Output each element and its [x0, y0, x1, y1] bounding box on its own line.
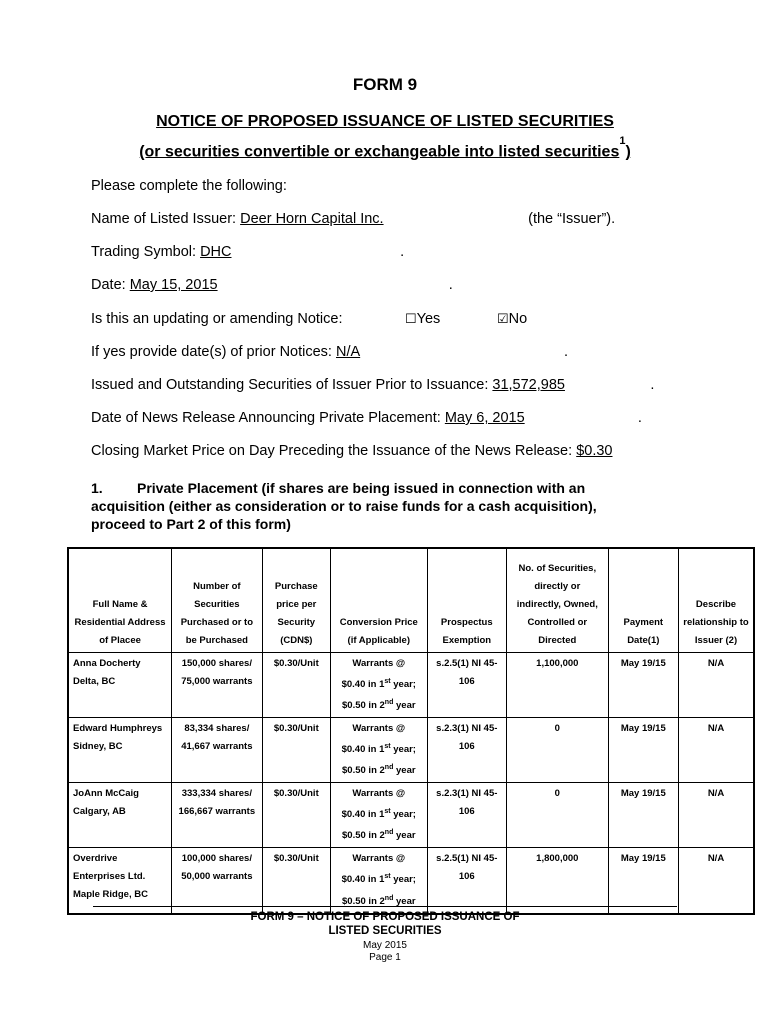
securities-cell: 150,000 shares/ 75,000 warrants [172, 652, 263, 717]
relationship-cell: N/A [679, 652, 755, 717]
placee-cell [68, 717, 172, 782]
securities-cell: 333,334 shares/ 166,667 warrants [172, 783, 263, 848]
yes-option[interactable] [405, 311, 440, 327]
price-cell: $0.30/Unit [262, 652, 330, 717]
conversion-year2: $0.50 in 2nd year [342, 894, 416, 907]
placee-location: Sidney, BC [73, 740, 123, 752]
placee-location: Maple Ridge, BC [73, 889, 148, 901]
section-heading [91, 479, 651, 533]
placee-cell [68, 652, 172, 717]
page-title: NOTICE OF PROPOSED ISSUANCE OF LISTED SECURITIES [156, 113, 614, 130]
owned-cell: 0 [507, 783, 609, 848]
closing-field [91, 443, 648, 459]
table-row [68, 848, 754, 914]
price-cell: $0.30/Unit [262, 848, 330, 914]
conversion-year2: $0.50 in 2nd year [342, 829, 416, 842]
conversion-warrants: Warrants @ [352, 853, 406, 865]
footer-page: Page 1 [369, 952, 401, 963]
payment-cell: May 19/15 [608, 848, 678, 914]
table-row [68, 717, 754, 782]
owned-cell: 1,100,000 [507, 652, 609, 717]
conversion-year1: $0.40 in 1st year; [341, 677, 416, 690]
section-number: 1. [91, 480, 103, 496]
outstanding-label: Issued and Outstanding Securities of Issuer Prior to Issuance: [91, 377, 489, 393]
footer-divider [93, 906, 677, 907]
news-value[interactable]: May 6, 2015 [444, 410, 525, 426]
conversion-year1: $0.40 in 1st year; [341, 808, 416, 821]
exemption-cell: s.2.5(1) NI 45-106 [427, 848, 506, 914]
securities-cell: 100,000 shares/ 50,000 warrants [172, 848, 263, 914]
payment-cell: May 19/15 [608, 652, 678, 717]
header-full-name: Full Name & Residential Address of Placee [68, 548, 172, 652]
outstanding-value[interactable]: 31,572,985 [492, 377, 565, 393]
news-label: Date of News Release Announcing Private Placement: [91, 410, 441, 426]
footer-title-1: FORM 9 – NOTICE OF PROPOSED ISSUANCE OF [250, 911, 520, 923]
conversion-year2: $0.50 in 2nd year [342, 763, 416, 777]
header-payment-date: Payment Date(1) [608, 548, 678, 652]
footer-title-2: LISTED SECURITIES [328, 925, 442, 937]
exemption-cell: s.2.3(1) NI 45-106 [427, 783, 506, 848]
placee-name: Edward Humphreys [73, 722, 163, 734]
conversion-year2: $0.50 in 2nd year [342, 698, 416, 711]
table-row [68, 783, 754, 848]
table-row [68, 652, 754, 717]
prior-field [91, 344, 568, 360]
subtitle-close: ) [625, 143, 631, 161]
symbol-label: Trading Symbol: [91, 244, 197, 260]
relationship-cell: N/A [679, 848, 755, 914]
securities-cell: 83,334 shares/ 41,667 warrants [172, 717, 263, 782]
conversion-cell [331, 652, 428, 717]
closing-label: Closing Market Price on Day Preceding the Issuance of the News Release: [91, 443, 573, 459]
no-option[interactable] [497, 311, 527, 327]
conversion-cell [331, 848, 428, 914]
header-number-securities: Number of Securities Purchased or to be Purchased [172, 548, 263, 652]
relationship-cell: N/A [679, 717, 755, 782]
prior-label: If yes provide date(s) of prior Notices: [91, 344, 332, 360]
placee-location: Calgary, AB [73, 806, 126, 818]
amending-label: Is this an updating or amending Notice: [91, 311, 343, 327]
closing-value[interactable]: $0.30 [576, 443, 613, 459]
price-cell: $0.30/Unit [262, 783, 330, 848]
no-label: No [508, 311, 528, 327]
symbol-period: . [400, 244, 405, 260]
issuer-value[interactable]: Deer Horn Capital Inc. [240, 211, 384, 227]
yes-label: Yes [416, 311, 441, 327]
date-value[interactable]: May 15, 2015 [129, 277, 218, 293]
prior-value[interactable]: N/A [336, 344, 361, 360]
date-field [91, 277, 453, 293]
placee-name: JoAnn McCaig [73, 788, 139, 800]
outstanding-period: . [650, 377, 655, 393]
date-label: Date: [91, 277, 126, 293]
symbol-field [91, 244, 404, 260]
header-relationship: Describe relationship to Issuer (2) [679, 548, 755, 652]
intro-text: Please complete the following: [91, 178, 287, 194]
placee-name: Overdrive Enterprises Ltd. [73, 853, 146, 883]
header-conversion-price: Conversion Price (if Applicable) [331, 548, 428, 652]
exemption-cell: s.2.3(1) NI 45-106 [427, 717, 506, 782]
no-checkbox-checked-icon[interactable]: ☑ [497, 311, 509, 326]
news-field [91, 410, 642, 426]
conversion-warrants: Warrants @ [352, 788, 406, 800]
yes-checkbox-icon[interactable]: ☐ [405, 311, 417, 326]
conversion-year1: $0.40 in 1st year; [341, 873, 416, 886]
header-prospectus-exemption: Prospectus Exemption [427, 548, 506, 652]
placee-name: Anna Docherty [73, 657, 141, 669]
outstanding-field [91, 377, 654, 393]
news-period: . [637, 410, 642, 426]
page-subtitle [0, 135, 770, 161]
prior-period: . [564, 344, 569, 360]
placee-cell [68, 848, 172, 914]
placee-cell [68, 783, 172, 848]
owned-cell: 0 [507, 717, 609, 782]
issuer-field [91, 211, 615, 227]
placee-table [67, 547, 755, 915]
date-period: . [448, 277, 453, 293]
subtitle-text: (or securities convertible or exchangeable into listed securities [139, 143, 620, 161]
placee-location: Delta, BC [73, 675, 116, 687]
issuer-label: Name of Listed Issuer: [91, 211, 237, 227]
footer-date: May 2015 [363, 940, 407, 951]
conversion-warrants: Warrants @ [352, 722, 406, 734]
header-purchase-price: Purchase price per Security (CDN$) [262, 548, 330, 652]
conversion-warrants: Warrants @ [352, 657, 406, 669]
payment-cell: May 19/15 [608, 717, 678, 782]
section-heading-text: Private Placement (if shares are being issued in connection with an acquisition (either as consideration or to raise funds for a cash acquisition), proceed to Part 2 of this form) [91, 480, 597, 532]
conversion-year1: $0.40 in 1st year; [341, 742, 416, 755]
price-cell: $0.30/Unit [262, 717, 330, 782]
form-number: FORM 9 [352, 75, 418, 94]
symbol-value[interactable]: DHC [200, 244, 232, 260]
relationship-cell: N/A [679, 783, 755, 848]
header-securities-owned: No. of Securities, directly or indirectly, Owned, Controlled or Directed [507, 548, 609, 652]
footnote-marker: 1 [619, 135, 626, 147]
payment-cell: May 19/15 [608, 783, 678, 848]
conversion-cell [331, 783, 428, 848]
owned-cell: 1,800,000 [507, 848, 609, 914]
table-header-row [68, 548, 754, 652]
exemption-cell: s.2.5(1) NI 45-106 [427, 652, 506, 717]
issuer-suffix: (the “Issuer”). [528, 211, 616, 227]
conversion-cell [331, 717, 428, 782]
